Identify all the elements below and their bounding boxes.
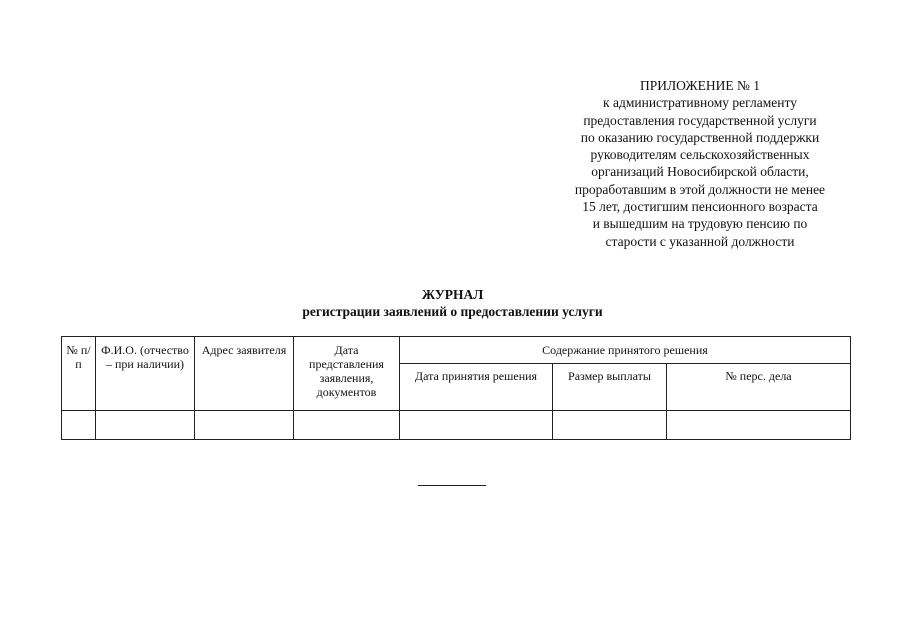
header-decision-group: Содержание принятого решения bbox=[400, 337, 851, 364]
table-cell bbox=[294, 411, 400, 440]
appendix-line: к административному регламенту bbox=[603, 95, 797, 111]
appendix-line: организаций Новосибирской области, bbox=[591, 164, 809, 180]
appendix-line: руководителям сельскохозяйственных bbox=[590, 147, 810, 163]
table-cell bbox=[62, 411, 96, 440]
appendix-line: предоставления государственной услуги bbox=[583, 112, 817, 128]
footer-divider bbox=[418, 485, 486, 486]
appendix-line: проработавшим в этой должности не менее bbox=[574, 181, 826, 197]
journal-title: ЖУРНАЛ bbox=[421, 287, 484, 302]
table-cell bbox=[96, 411, 195, 440]
appendix-header bbox=[540, 77, 860, 250]
table-cell bbox=[400, 411, 553, 440]
header-date-submitted: Дата представления заявления, документов bbox=[294, 337, 400, 411]
appendix-line: старости с указанной должности bbox=[605, 233, 795, 249]
appendix-line: ПРИЛОЖЕНИЕ № 1 bbox=[639, 78, 761, 93]
header-fio: Ф.И.О. (отчество – при наличии) bbox=[96, 337, 195, 411]
appendix-line: и вышедшим на трудовую пенсию по bbox=[592, 216, 808, 232]
header-payment-amount: Размер выплаты bbox=[553, 364, 667, 411]
journal-subtitle: регистрации заявлений о предоставлении услуги bbox=[302, 304, 603, 319]
registration-table bbox=[61, 336, 851, 440]
appendix-line: 15 лет, достигшим пенсионного возраста bbox=[582, 199, 818, 215]
table-cell bbox=[667, 411, 851, 440]
appendix-line: по оказанию государственной поддержки bbox=[580, 129, 820, 145]
header-decision-date: Дата принятия решения bbox=[400, 364, 553, 411]
header-address: Адрес заявителя bbox=[195, 337, 294, 411]
table-cell bbox=[195, 411, 294, 440]
table-cell bbox=[553, 411, 667, 440]
header-number: № п/п bbox=[62, 337, 96, 411]
journal-heading bbox=[0, 286, 905, 320]
header-case-number: № перс. дела bbox=[667, 364, 851, 411]
table-row bbox=[62, 411, 851, 440]
table-header-row bbox=[62, 337, 851, 364]
